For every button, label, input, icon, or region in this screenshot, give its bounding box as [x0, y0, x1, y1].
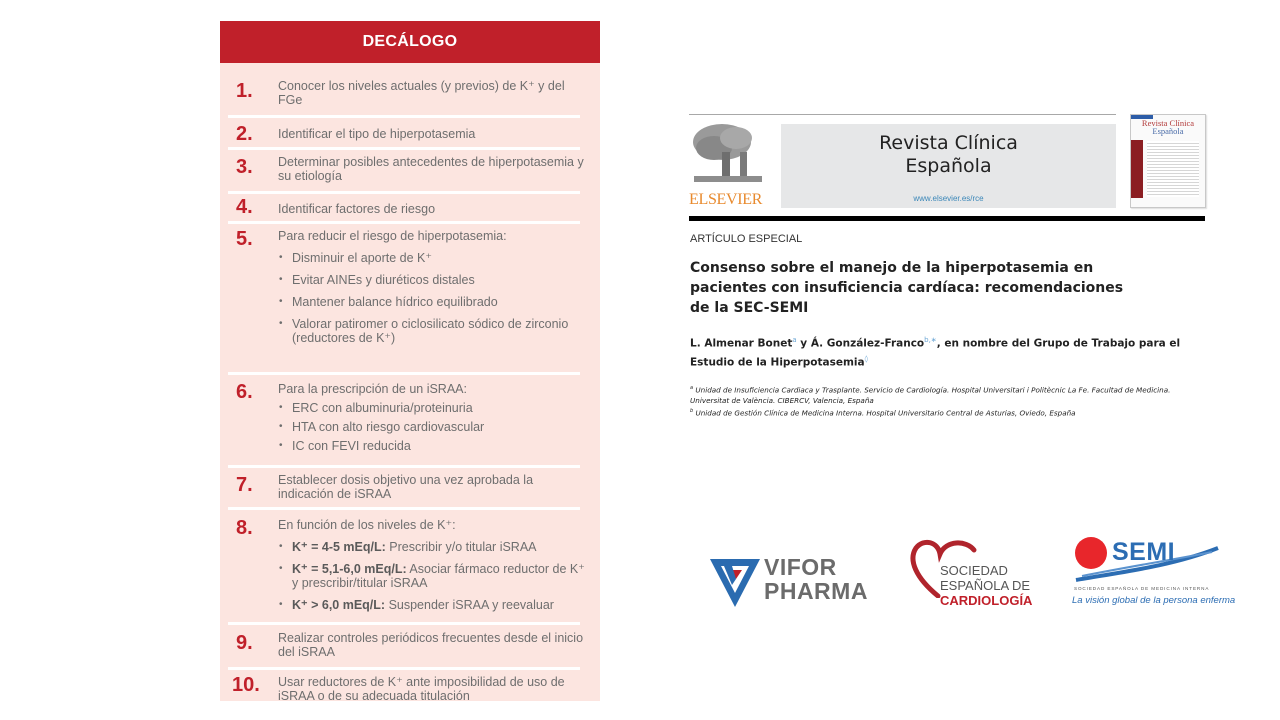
bullet: • Disminuir el aporte de K⁺: [278, 251, 588, 265]
item-text: Determinar posibles antecedentes de hiperpotasemia y su etiología: [278, 155, 584, 183]
journal-url-link[interactable]: www.elsevier.es/rce: [913, 194, 984, 203]
publisher-name: ELSEVIER: [689, 191, 763, 208]
bullet-bold: K⁺ > 6,0 mEq/L:: [292, 598, 386, 612]
item-text: Identificar el tipo de hiperpotasemia: [278, 127, 476, 141]
author-affiliation-mark: b,∗: [924, 336, 937, 344]
item-text: [278, 229, 588, 345]
item-number: 3.: [236, 156, 253, 178]
bullet: • Valorar patiromer o ciclosilicato sódico de zirconio (reductores de K⁺): [278, 317, 588, 345]
divider: [228, 147, 580, 150]
bullet-text: Prescribir y/o titular iSRAA: [385, 540, 537, 554]
vifor-pharma-logo: [708, 553, 888, 609]
item-number: 1.: [236, 80, 253, 102]
header-bottom-rule: [689, 216, 1205, 221]
divider: [228, 622, 580, 625]
journal-title-line2: Española: [905, 155, 992, 177]
affiliation-text: Unidad de Gestión Clínica de Medicina Interna. Hospital Universitario Central de Asturias, Oviedo, España: [695, 408, 1076, 418]
bullet-bold: K⁺ = 4-5 mEq/L:: [292, 540, 386, 554]
cover-title-line1: Revista Clínica: [1141, 118, 1195, 128]
bullet: • IC con FEVI reducida: [278, 439, 588, 453]
vifor-line1: VIFOR: [764, 554, 837, 580]
item-number: 2.: [236, 123, 253, 145]
journal-title: [781, 132, 1116, 178]
bullet: [278, 540, 588, 554]
item-lead: Para la prescripción de un iSRAA:: [278, 382, 467, 396]
article-title: Consenso sobre el manejo de la hiperpotasemia en pacientes con insuficiencia cardíaca: recomendaciones de la SEC-SEMI: [690, 260, 1124, 316]
decalogo-title: DECÁLOGO: [220, 21, 600, 63]
sec-wordmark: [940, 563, 1032, 608]
item-text: [278, 382, 588, 453]
divider: [228, 115, 580, 118]
bullet: • Evitar AINEs y diuréticos distales: [278, 273, 588, 287]
affiliation-b: [690, 406, 1205, 419]
semi-wordmark: SEMI: [1112, 538, 1176, 566]
author-name: L. Almenar Bonet: [690, 337, 793, 350]
vifor-triangle-icon: [708, 555, 762, 609]
divider: [228, 667, 580, 670]
item-number: 8.: [236, 517, 253, 539]
item-number: 6.: [236, 381, 253, 403]
cover-title: [1131, 119, 1205, 135]
affiliation-a: [690, 383, 1205, 406]
bullet: • HTA con alto riesgo cardiovascular: [278, 420, 588, 434]
journal-title-line1: Revista Clínica: [879, 132, 1018, 154]
journal-banner: [781, 124, 1116, 208]
author-group: , en nombre del Grupo de Trabajo para el Estudio de la Hiperpotasemia: [690, 337, 1181, 368]
bullet-text: Suspender iSRAA y reevaluar: [385, 598, 554, 612]
author-name: Á. González-Franco: [810, 337, 925, 350]
decalogo-panel: [220, 21, 600, 701]
author-conjunction: y: [796, 337, 811, 350]
item-number: 10.: [232, 674, 260, 696]
item-number: 4.: [236, 196, 253, 218]
author-affiliation-mark: a: [792, 336, 797, 344]
header-rule: [689, 114, 1116, 115]
bullet-text: Asociar fármaco reductor de K⁺ y prescribir/titular iSRAA: [292, 562, 585, 590]
item-text: [278, 518, 588, 612]
item-text: Usar reductores de K⁺ ante imposibilidad de uso de iSRAA o de su adecuada titulación: [278, 675, 565, 703]
item-text: Conocer los niveles actuales (y previos) de K⁺ y del FGe: [278, 79, 565, 107]
elsevier-tree-icon: [692, 122, 764, 186]
item-number: 5.: [236, 228, 253, 250]
affiliation-mark: b: [690, 408, 694, 415]
cover-title-line2: Española: [1152, 126, 1184, 136]
item-lead: Para reducir el riesgo de hiperpotasemia:: [278, 229, 507, 243]
bullet: [278, 598, 588, 612]
bullet: [278, 562, 588, 590]
item-lead: En función de los niveles de K⁺:: [278, 518, 456, 532]
bullet-bold: K⁺ = 5,1-6,0 mEq/L:: [292, 562, 407, 576]
author-group-mark: ◊: [864, 354, 869, 363]
article-type: ARTÍCULO ESPECIAL: [690, 233, 803, 245]
semi-fullname: SOCIEDAD ESPAÑOLA DE MEDICINA INTERNA: [1074, 586, 1210, 591]
divider: [228, 507, 580, 510]
divider: [228, 191, 580, 194]
bullet: • ERC con albuminuria/proteinuria: [278, 401, 588, 415]
elsevier-logo: [689, 122, 769, 210]
sec-line1: SOCIEDAD: [940, 563, 1008, 578]
item-text: Identificar factores de riesgo: [278, 202, 436, 216]
affiliation-text: Unidad de Insuficiencia Cardiaca y Trasplante. Servicio de Cardiología. Hospital Universitari i Politècnic La Fe. Facultad de Medicina. Universitat de València. CIBERCV, Valencia, España: [690, 385, 1171, 405]
vifor-line2: PHARMA: [764, 578, 868, 604]
journal-cover-thumbnail: [1130, 114, 1206, 208]
bullet: • Mantener balance hídrico equilibrado: [278, 295, 588, 309]
semi-tagline: La visión global de la persona enferma: [1072, 595, 1236, 606]
affiliation-mark: a: [690, 385, 694, 391]
item-number: 7.: [236, 474, 253, 496]
sec-logo: [908, 538, 1048, 618]
sec-line2: ESPAÑOLA DE: [940, 578, 1031, 593]
divider: [228, 221, 580, 224]
divider: [228, 465, 580, 468]
divider: [228, 372, 580, 375]
semi-logo: [1072, 536, 1236, 616]
vifor-wordmark: [764, 555, 868, 603]
affiliations: [690, 383, 1205, 419]
sec-line3: CARDIOLOGÍA: [940, 593, 1033, 608]
item-text: Establecer dosis objetivo una vez aprobada la indicación de iSRAA: [278, 473, 534, 501]
cover-sidebar: [1131, 140, 1143, 198]
item-text: Realizar controles periódicos frecuentes desde el inicio del iSRAA: [278, 631, 584, 659]
cover-text-lines: [1147, 141, 1199, 197]
item-number: 9.: [236, 632, 253, 654]
article-authors: [690, 333, 1190, 370]
